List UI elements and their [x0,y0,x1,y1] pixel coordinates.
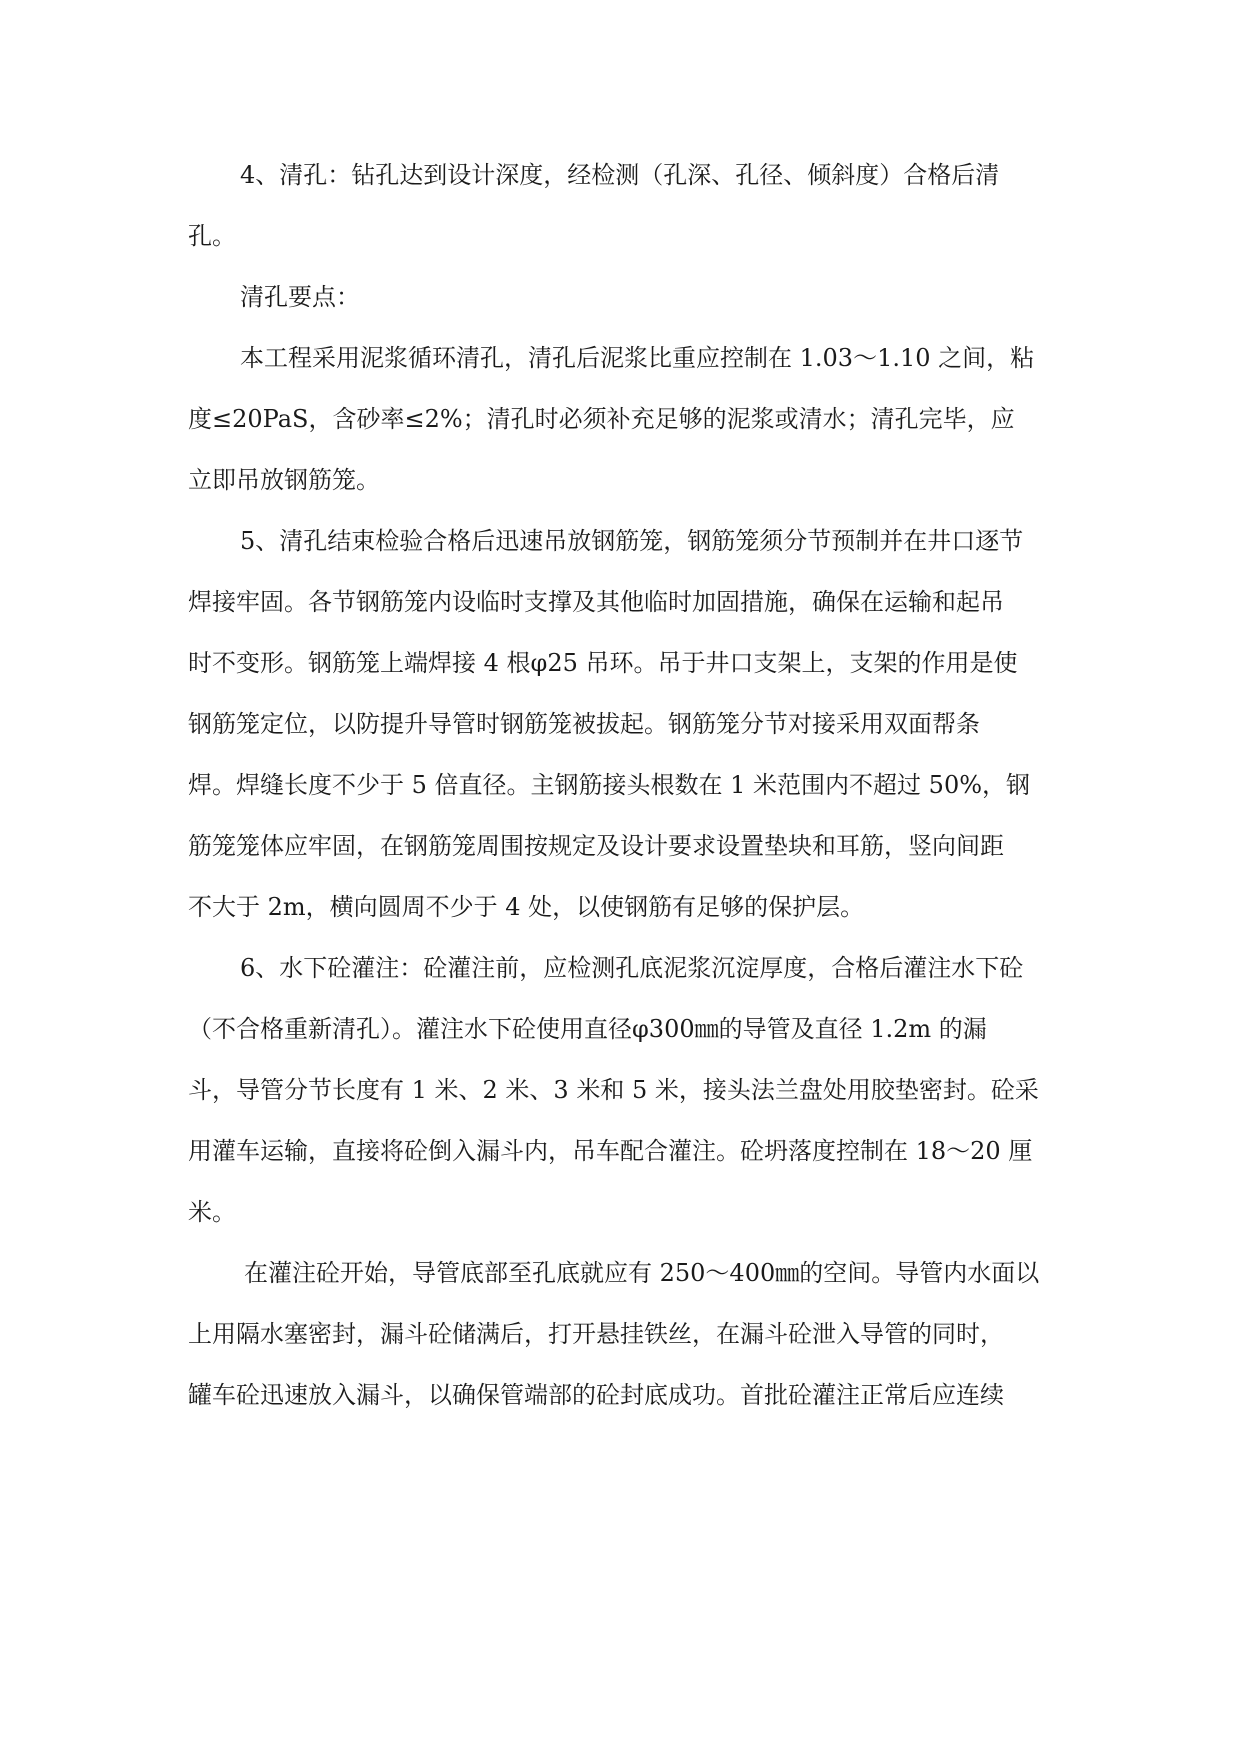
text-line: 4、清孔：钻孔达到设计深度，经检测（孔深、孔径、倾斜度）合格后清 [240,161,1000,189]
text-line: 度≤20PaS，含砂率≤2%；清孔时必须补充足够的泥浆或清水；清孔完毕，应 [188,405,1015,433]
text-line: 斗，导管分节长度有 1 米、2 米、3 米和 5 米，接头法兰盘处用胶垫密封。砼采 [188,1076,1039,1104]
text-line: 6、水下砼灌注：砼灌注前，应检测孔底泥浆沉淀厚度，合格后灌注水下砼 [240,954,1024,982]
paragraph-clean-hole [188,145,1068,267]
text-line: 钢筋笼定位，以防提升导管时钢筋笼被拔起。钢筋笼分节对接采用双面帮条 [188,710,980,738]
text-line: 5、清孔结束检验合格后迅速吊放钢筋笼，钢筋笼须分节预制并在井口逐节 [240,527,1024,555]
text-line: 罐车砼迅速放入漏斗，以确保管端部的砼封底成功。首批砼灌注正常后应连续 [188,1381,1004,1409]
text-line: 用灌车运输，直接将砼倒入漏斗内，吊车配合灌注。砼坍落度控制在 18～20 厘 [188,1137,1033,1165]
text-line: 在灌注砼开始，导管底部至孔底就应有 250～400㎜的空间。导管内水面以 [244,1259,1040,1287]
text-line: 清孔要点： [240,283,360,311]
paragraph-pouring-start [188,1243,1068,1426]
text-line: 时不变形。钢筋笼上端焊接 4 根φ25 吊环。吊于井口支架上，支架的作用是使 [188,649,1018,677]
text-line: 筋笼笼体应牢固，在钢筋笼周围按规定及设计要求设置垫块和耳筋，竖向间距 [188,832,1004,860]
text-line: 米。 [188,1198,236,1226]
text-line: 立即吊放钢筋笼。 [188,466,380,494]
paragraph-rebar-cage [188,511,1068,938]
text-line: 上用隔水塞密封，漏斗砼储满后，打开悬挂铁丝，在漏斗砼泄入导管的同时， [188,1320,1004,1348]
text-line: 本工程采用泥浆循环清孔，清孔后泥浆比重应控制在 1.03～1.10 之间，粘 [240,344,1035,372]
text-line: 不大于 2m，横向圆周不少于 4 处，以使钢筋有足够的保护层。 [188,893,865,921]
document-body [188,145,1068,1426]
paragraph-mud-circulation [188,328,1068,511]
text-line: 孔。 [188,222,236,250]
text-line: 焊。焊缝长度不少于 5 倍直径。主钢筋接头根数在 1 米范围内不超过 50%，钢 [188,771,1031,799]
paragraph-clean-points-heading [188,267,1068,328]
text-line: 焊接牢固。各节钢筋笼内设临时支撑及其他临时加固措施，确保在运输和起吊 [188,588,1004,616]
text-line: （不合格重新清孔）。灌注水下砼使用直径φ300㎜的导管及直径 1.2m 的漏 [188,1015,987,1043]
paragraph-underwater-concrete [188,938,1068,1243]
